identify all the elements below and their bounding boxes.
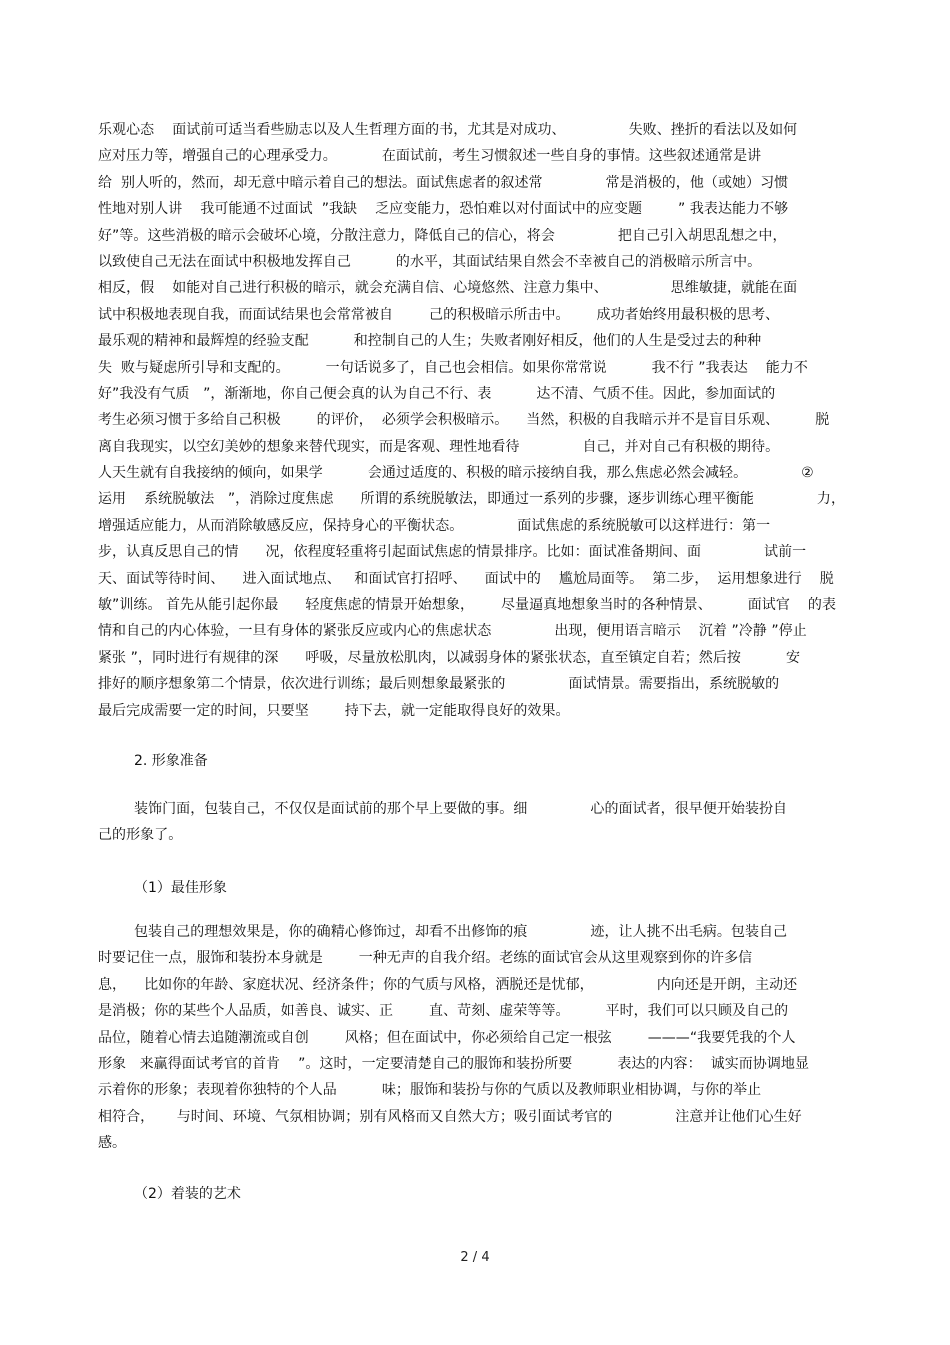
text-line: 考生必须习惯于多给自己积极 的评价， 必须学会积极暗示。 当然，积极的自我暗示并不是盲目乐观、 脱 [98, 412, 830, 429]
text-line: 形象 来赢得面试考官的首肯 ”。这时，一定要清楚自己的服饰和装扮所要 表达的内容： 诚实而协调地显 [98, 1055, 810, 1072]
text-line: 乐观心态 面试前可适当看些励志以及人生哲理方面的书，尤其是对成功、 失败、挫折的看法以及如何 [98, 122, 798, 138]
text-line: 失 败与疑虑所引导和支配的。 一句话说多了，自己也会相信。如果你常常说 我不行 ”我表达 能力不 [98, 359, 808, 376]
subsection-heading-dressing-art: （2）着装的艺术 [134, 1186, 241, 1202]
text-line: 相符合， 与时间、环境、气氛相协调；别有风格而又自然大方；吸引面试考官的 注意并让他们心生好 [98, 1108, 802, 1125]
text-line: 运用 系统脱敏法 ”，消除过度焦虑 所谓的系统脱敏法，即通过一系列的步骤，逐步训练心理平衡能 力， [98, 491, 846, 508]
text-line: 应对压力等，增强自己的心理承受力。 在面试前，考生习惯叙述一些自身的事情。这些叙述通常是讲 [98, 148, 762, 165]
paragraph-best-image [98, 919, 858, 1157]
text-line: 己的形象了。 [98, 827, 183, 844]
text-line: 以致使自己无法在面试中积极地发挥自己 的水平，其面试结果自然会不幸被自己的消极暗示所言中。 [98, 253, 762, 270]
text-line: 最乐观的精神和最辉煌的经验支配 和控制自己的人生；失败者刚好相反，他们的人生是受过去的种种 [98, 333, 762, 350]
text-line: 相反，假 如能对自己进行积极的暗示，就会充满自信、心境悠然、注意力集中、 思维敏捷，就能在面 [98, 280, 798, 297]
paragraph-mindset [98, 117, 858, 724]
text-line: 给 别人听的，然而，却无意中暗示着自己的想法。面试焦虑者的叙述常 常是消极的，他（或她）习惯 [98, 174, 789, 191]
text-line: 人天生就有自我接纳的倾向，如果学 会通过适度的、积极的暗示接纳自我，那么焦虑必然会减轻。 ② [98, 465, 814, 482]
text-line: 排好的顺序想象第二个情景，依次进行训练；最后则想象最紧张的 面试情景。需要指出，系统脱敏的 [98, 676, 780, 693]
text-line: 时要记住一点，服饰和装扮本身就是 一种无声的自我介绍。老练的面试官会从这里观察到你的许多信 [98, 950, 753, 967]
text-line: 包装自己的理想效果是，你的确精心修饰过，却看不出修饰的痕 迹，让人挑不出毛病。包装自己 [98, 924, 788, 940]
text-line: 最后完成需要一定的时间，只要坚 持下去，就一定能取得良好的效果。 [98, 702, 570, 719]
text-line: 离自我现实，以空幻美妙的想象来替代现实，而是客观、理性地看待 自己，并对自己有积极的期待。 [98, 438, 780, 455]
text-line: 性地对别人讲 我可能通不过面试 ”我缺 乏应变能力，恐怕难以对付面试中的应变题 ” 我表达能力不够 [98, 201, 789, 218]
section-heading-image-preparation: 2. 形象准备 [134, 753, 208, 769]
text-line: 品位，随着心情去追随潮流或自创 风格；但在面试中，你必须给自己定一根弦 ———“我要凭我的个人 [98, 1029, 796, 1046]
text-line: 好”我没有气质 ”，渐渐地，你自己便会真的认为自己不行、表 达不清、气质不佳。因此，参加面试的 [98, 385, 776, 402]
text-line: 天、面试等待时间、 进入面试地点、 和面试官打招呼、 面试中的 尴尬局面等。 第二步， 运用想象进行 脱 [98, 570, 834, 587]
text-line: 试中积极地表现自我，而面试结果也会常常被自 己的积极暗示所击中。 成功者始终用最积极的思考、 [98, 306, 780, 323]
text-line: 感。 [98, 1135, 127, 1152]
subsection-heading-best-image: （1）最佳形象 [134, 880, 227, 896]
text-line: 情和自己的内心体验，一旦有身体的紧张反应或内心的焦虑状态 出现，便用语言暗示 沉着 ”冷静 ”停止 [98, 623, 807, 640]
text-line: 紧张 ”，同时进行有规律的深 呼吸，尽量放松肌肉，以减弱身体的紧张状态，直至镇定自若；然后按 安 [98, 649, 801, 666]
text-line: 步，认真反思自己的情 况，依程度轻重将引起面试焦虑的情景排序。比如：面试准备期间、面 试前一 [98, 544, 807, 561]
text-line: 装饰门面，包装自己，不仅仅是面试前的那个早上要做的事。细 心的面试者，很早便开始装扮自 [98, 801, 788, 817]
text-line: 是消极；你的某些个人品质，如善良、诚实、正 直、苛刻、虚荣等等。 平时，我们可以只顾及自己的 [98, 1003, 789, 1020]
text-line: 息， 比如你的年龄、家庭状况、经济条件；你的气质与风格，洒脱还是忧郁， 内向还是开朗，主动还 [98, 976, 798, 993]
text-line: 好”等。这些消极的暗示会破坏心境，分散注意力，降低自己的信心，将会 把自己引入胡思乱想之中， [98, 227, 787, 244]
text-line: 增强适应能力，从而消除敏感反应，保持身心的平衡状态。 面试焦虑的系统脱敏可以这样进行：第一 [98, 517, 771, 534]
page-number: 2 / 4 [460, 1250, 490, 1265]
text-line: 敏”训练。 首先从能引起你最 轻度焦虑的情景开始想象， 尽量逼真地想象当时的各种情景、 面试官 的表 [98, 597, 837, 614]
text-line: 示着你的形象；表现着你独特的个人品 味；服饰和装扮与你的气质以及教师职业相协调，与你的举止 [98, 1082, 762, 1099]
paragraph-image-intro [98, 796, 858, 849]
